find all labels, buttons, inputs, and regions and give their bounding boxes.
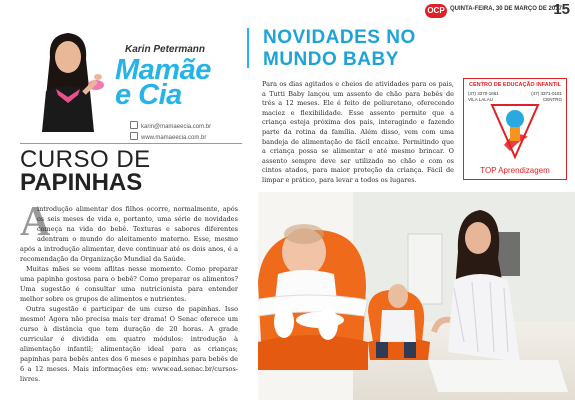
article-paragraph: Muitas mães se veem aflitas nesse momento. Como preparar uma papinha gostosa para o bebê? Como preparar os alimentos? Uma sugestão é consultar uma nutricionista para entender melhor sobre os grupos de alimentos e nutrientes. (20, 265, 238, 303)
column-brand (115, 54, 211, 111)
section-divider (20, 143, 242, 144)
page-number: 15 (553, 1, 570, 18)
school-logo-icon (488, 101, 542, 161)
columnist-name: Karin Petermann (125, 44, 206, 55)
article-headline (20, 148, 151, 194)
news-title (263, 27, 416, 71)
product-photo (258, 192, 575, 400)
brand-line-2: e Cia (115, 79, 182, 111)
ad-unit-right: CENTRO (543, 97, 562, 102)
title-accent-bar (247, 28, 249, 68)
ad-unit-left: VILA LALAU (468, 97, 494, 102)
ad-phone-right: (47) 3371-0181 (531, 91, 562, 96)
columnist-email[interactable]: karin@mamaeecia.com.br (141, 124, 212, 130)
ad-title: CENTRO DE EDUCAÇÃO INFANTIL (469, 82, 561, 88)
headline-line-2: PAPINHAS (20, 169, 143, 196)
brand-line-1: Mamãe (115, 54, 211, 86)
column-contact (130, 121, 211, 143)
issue-date: QUINTA-FEIRA, 30 DE MARÇO DE 2017 (450, 6, 562, 12)
ad-phone-left: (47) 3370-1661 (468, 91, 499, 96)
news-body: Para os dias agitados e cheios de atividades para os pais, a Tutti Baby lançou um assento de chão para bebês de três a 12 meses. Ele é feito de poliuretano, oferecendo maciez e flexibilidade. Esse assento permite que a criança esteja próxima dos pais, interagindo e fazendo parte da rotina da família. Além disso, vem com uma bandeja de alimentação de fácil encaixe. Permitindo que a criança possa se alimentar e até mesmo brincar. O assento sempre deve ser utilizado no chão e com os cintos atados, para maior proteção da criança. Fácil de limpar e prático, para levar a todos os lugares. (262, 80, 454, 184)
newspaper-logo: OCP (425, 4, 447, 18)
article-paragraph: introdução alimentar dos filhos ocorre, normalmente, após os seis meses de vida e, portanto, uma série de novidades começa na vida do bebê. Texturas e sabores diferentes adentram o mundo do aleitamento materno. Esse, mesmo após a introdução alimentar, deve continuar até os dois anos, é a recomendação da Organização Mundial da Saúde. (20, 205, 238, 263)
article-body (20, 199, 238, 384)
news-title-line-1: NOVIDADES NO (263, 27, 416, 48)
headline-line-1: CURSO DE (20, 146, 151, 173)
drop-cap: A (20, 199, 51, 245)
article-paragraph: Outra sugestão é participar de um curso de papinhas. Isso mesmo! Agora não precisa mais ter drama! O Senac oferece um curso à distância que tem duração de 20 horas. A grade curricular é dividida em quatro módulos: introdução à alimentação infantil; alimentação ideal para as crianças; papinhas para bebês antes dos 6 meses e papinhas para bebês de 6 a 12 meses. Mais informações em: www.ead.senac.br/cursos-livres. (20, 305, 238, 383)
web-icon (130, 132, 138, 140)
advertisement[interactable] (463, 78, 567, 180)
ad-brand-name: TOP Aprendizagem (480, 166, 550, 175)
page-header (425, 1, 575, 20)
news-title-line-2: MUNDO BABY (263, 49, 399, 70)
columnist-website[interactable]: www.mamaeecia.com.br (141, 135, 207, 141)
columnist-portrait (20, 27, 115, 132)
email-icon (130, 121, 138, 129)
